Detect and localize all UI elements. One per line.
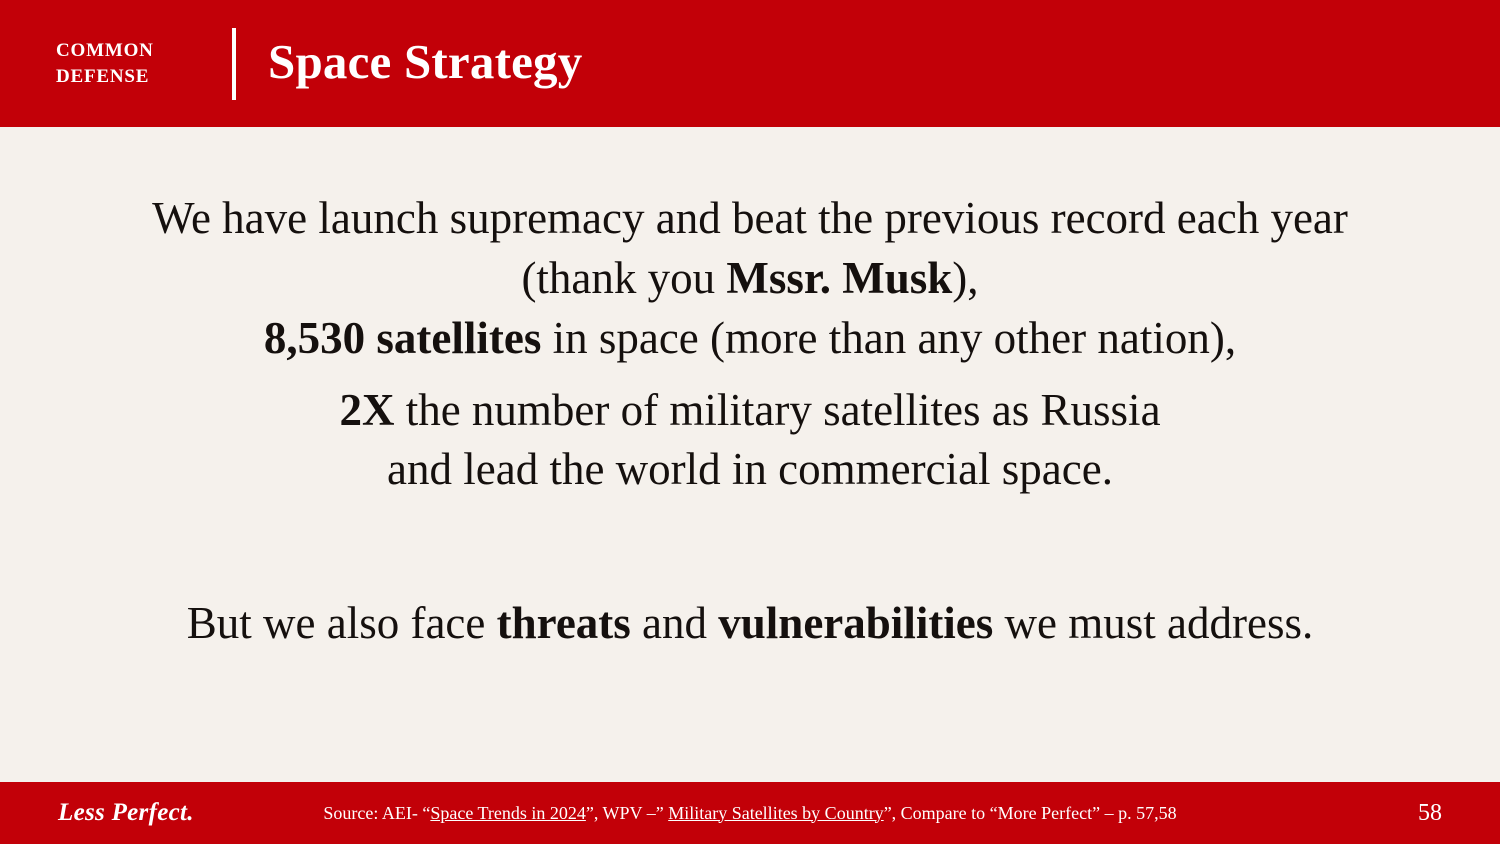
text-block2-bold-2: vulnerabilities — [718, 598, 994, 649]
text-line-4: and lead the world in commercial space. — [387, 444, 1113, 495]
source-prefix: Source: AEI- “ — [323, 802, 431, 823]
source-mid: ”, WPV –” — [585, 802, 669, 823]
text-line-2-bold: 8,530 satellites — [263, 312, 542, 363]
slide-header — [0, 0, 1500, 127]
page-number: 58 — [1418, 799, 1442, 826]
text-line-3-bold: 2X — [339, 384, 395, 435]
page-title: Space Strategy — [268, 34, 583, 89]
text-block2-part-1: But we also face — [186, 598, 497, 649]
text-line-3 — [95, 381, 1405, 501]
footer-brand: Less Perfect. — [58, 799, 194, 826]
brand-line-2: DEFENSE — [56, 65, 150, 87]
paragraph-threats — [120, 594, 1380, 654]
text-line-1-part-1: We have launch supremacy and beat the previous record each year (thank you — [152, 193, 1348, 303]
text-block2-bold-1: threats — [496, 598, 631, 649]
paragraph-capabilities — [95, 189, 1405, 500]
footer-source-note — [300, 803, 1200, 824]
text-line-2-rest: in space (more than any other nation), — [541, 312, 1237, 363]
text-block2-part-3: we must address. — [993, 598, 1314, 649]
text-line-3-rest: the number of military satellites as Russia — [394, 384, 1161, 435]
organization-brand — [0, 38, 232, 89]
text-line-1-bold: Mssr. Musk — [726, 252, 953, 303]
source-link-space-trends[interactable]: Space Trends in 2024 — [430, 802, 586, 823]
source-link-military-satellites[interactable]: Military Satellites by Country — [668, 802, 884, 823]
text-block2-part-2: and — [630, 598, 719, 649]
header-divider — [232, 28, 236, 100]
slide-footer — [0, 782, 1500, 844]
slide-body — [0, 127, 1500, 782]
text-line-1-part-2: ), — [952, 252, 979, 303]
brand-line-1: COMMON — [56, 39, 154, 61]
source-suffix: ”, Compare to “More Perfect” – p. 57,58 — [883, 802, 1177, 823]
